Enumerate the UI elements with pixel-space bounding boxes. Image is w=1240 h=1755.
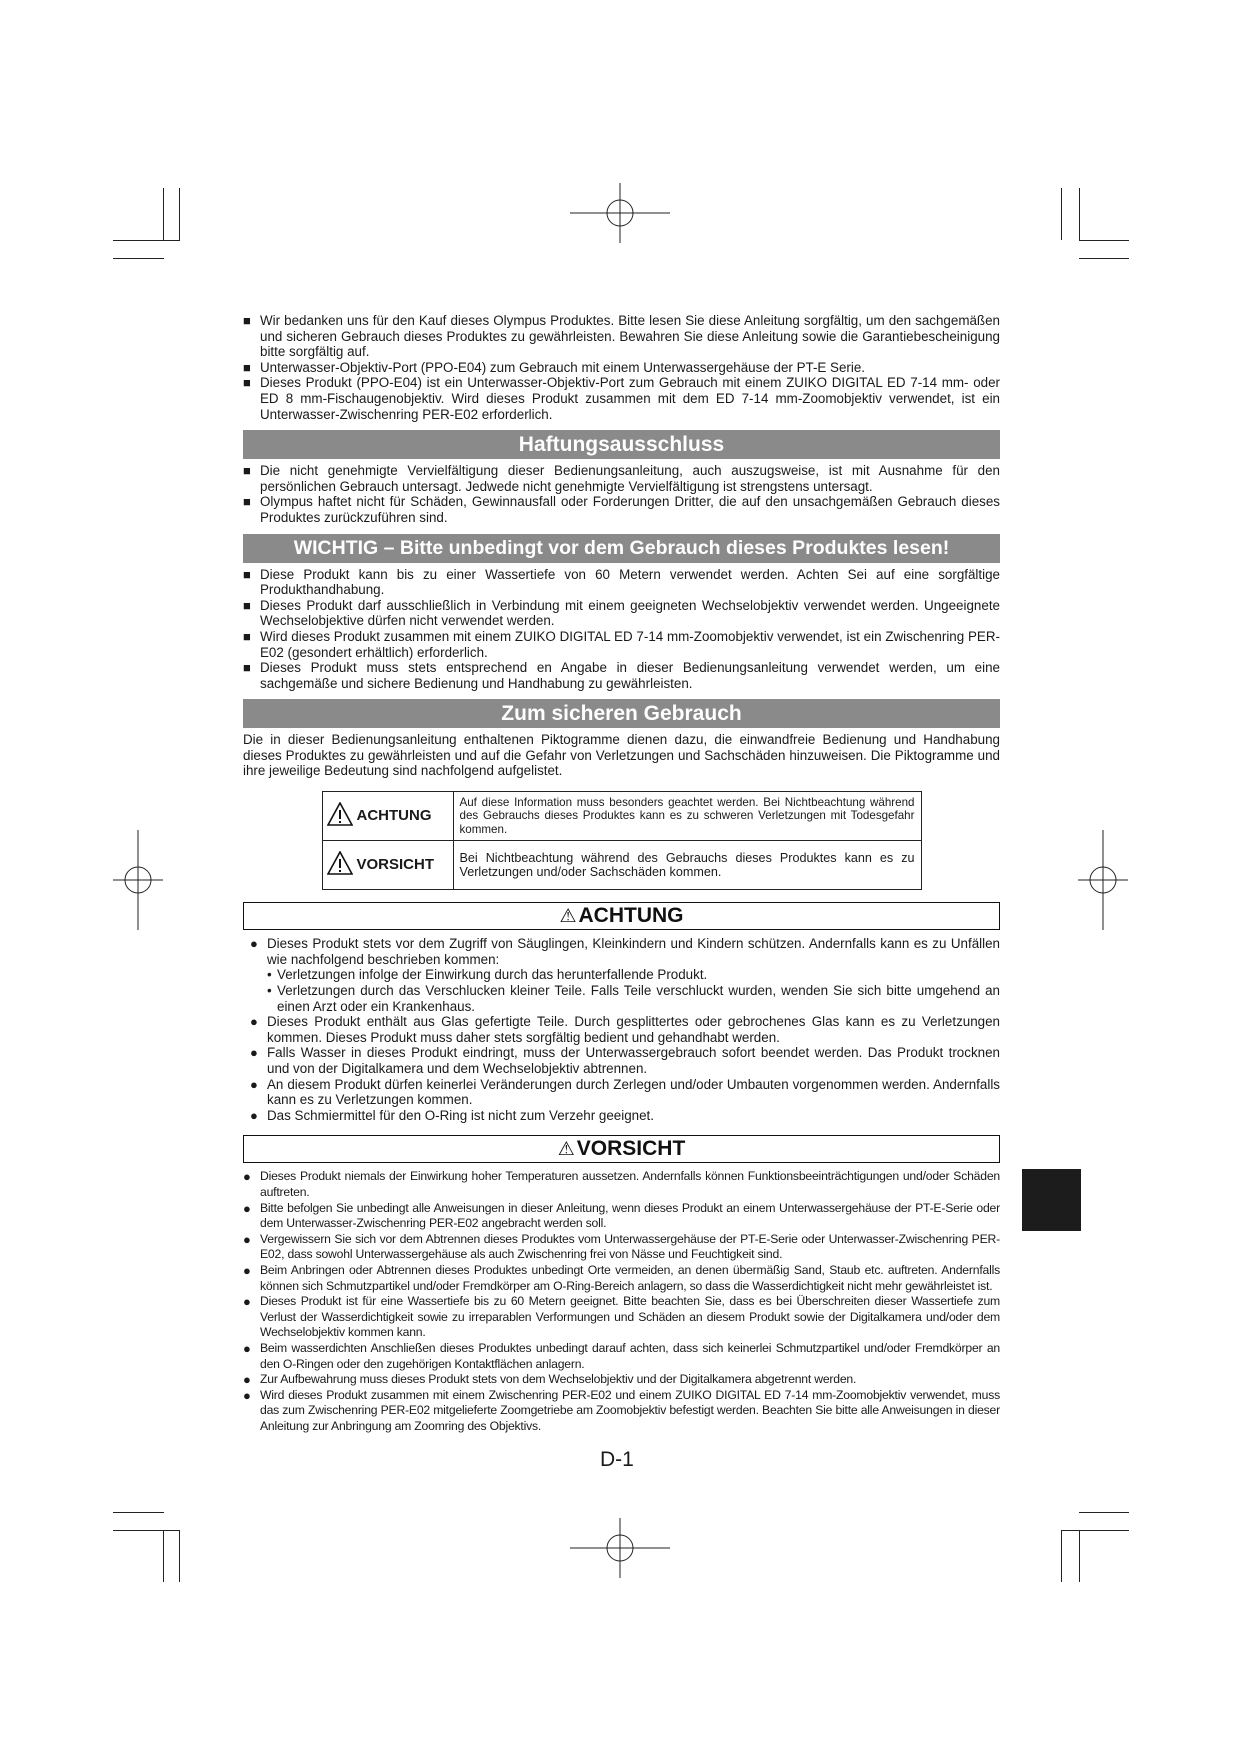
square-bullet-icon bbox=[243, 464, 251, 478]
square-bullet-icon bbox=[243, 568, 251, 582]
pictogram-label-cell: VORSICHT bbox=[322, 841, 453, 890]
list-item: ● Dieses Produkt enthält aus Glas gefertigte Teile. Durch gesplittertes oder gebrochenes Glas kann es zu Verletzungen kommen. Dieses Produkt muss daher stets sorgfältig bedient und gehandhabt werden. bbox=[250, 1014, 1000, 1045]
warning-triangle-icon bbox=[327, 851, 353, 879]
section-heading-sicher: Zum sicheren Gebrauch bbox=[243, 699, 1000, 728]
list-item: ● Wird dieses Produkt zusammen mit einem Zwischenring PER-E02 und einem ZUIKO DIGITAL ED 7-14 mm-Zoomobjektiv verwendet, muss das zum Zwischenring PER-E02 mitgelieferte Zoomgetriebe am Zoomobjektiv befestigt werden. Beachten Sie bitte alle Anweisungen in dieser Anleitung zur Anbringung am Zoomring des Objektivs. bbox=[243, 1388, 1000, 1435]
square-bullet-icon bbox=[243, 495, 251, 509]
sub-list-item: • Verletzungen durch das Verschlucken kleiner Teile. Falls Teile verschluckt wurden, wenden Sie sich bitte umgehend an einen Arzt oder ein Krankenhaus. bbox=[267, 983, 1000, 1014]
list-item: ■ Wir bedanken uns für den Kauf dieses Olympus Produktes. Bitte lesen Sie diese Anleitung sorgfältig, um den sachgemäßen und sicheren Gebrauch dieses Produktes zu gewährleisten. Bewahren Sie diese Anleitung sowie die Garantiebescheinigung bitte sorgfältig auf. bbox=[243, 313, 1000, 360]
vorsicht-list bbox=[243, 1169, 1000, 1434]
list-item: ● Falls Wasser in dieses Produkt eindringt, muss der Unterwassergebrauch sofort beendet werden. Das Produkt trocknen und von der Digitalkamera und dem Wechselobjektiv abtrennen. bbox=[250, 1045, 1000, 1076]
page-number: D-1 bbox=[600, 1448, 634, 1471]
section-heading-haftung: Haftungsausschluss bbox=[243, 430, 1000, 459]
round-bullet-icon bbox=[243, 1295, 251, 1309]
table-row bbox=[322, 792, 921, 841]
round-bullet-icon bbox=[243, 1264, 251, 1278]
registration-mark-bottom bbox=[570, 1518, 670, 1578]
list-item: ■ Dieses Produkt darf ausschließlich in Verbindung mit einem geeigneten Wechselobjektiv verwendet werden. Ungeeignete Wechselobjektive dürfen nicht verwendet werden. bbox=[243, 598, 1000, 629]
list-item: ■ Olympus haftet nicht für Schäden, Gewinnausfall oder Forderungen Dritter, die auf den unsachgemäßen Gebrauch dieses Produktes zurückzuführen sind. bbox=[243, 494, 1000, 525]
pictogram-description-cell: Bei Nichtbeachtung während des Gebrauchs dieses Produktes kann es zu Verletzungen und/oder Sachschäden kommen. bbox=[453, 841, 921, 890]
list-item: ■ Die nicht genehmigte Vervielfältigung dieser Bedienungsanleitung, auch auszugsweise, ist mit Ausnahme für den persönlichen Gebrauch untersagt. Jedwede nicht genehmigte Vervielfältigung ist strengstens untersagt. bbox=[243, 463, 1000, 494]
round-bullet-icon bbox=[243, 1233, 251, 1247]
registration-mark-top bbox=[570, 183, 670, 243]
list-item: ● An diesem Produkt dürfen keinerlei Veränderungen durch Zerlegen und/oder Umbauten vorgenommen werden. Andernfalls kann es zu Verletzungen kommen. bbox=[250, 1077, 1000, 1108]
warning-triangle-icon: ⚠ bbox=[559, 906, 577, 928]
table-row bbox=[322, 841, 921, 890]
chapter-tab bbox=[1022, 1169, 1081, 1231]
registration-mark-left bbox=[113, 830, 163, 930]
sicher-paragraph: Die in dieser Bedienungsanleitung enthaltenen Piktogramme dienen dazu, die einwandfreie Bedienung und Handhabung dieses Produktes zu gewährleisten und auf die Gefahr von Verletzungen und Sachschäden hinzuweisen. Die Piktogramme und ihre jeweilige Bedeutung sind nachfolgend aufgelistet. bbox=[243, 732, 1000, 779]
achtung-list bbox=[243, 936, 1000, 1123]
square-bullet-icon bbox=[243, 376, 251, 390]
intro-list bbox=[243, 313, 1000, 422]
square-bullet-icon bbox=[243, 361, 251, 375]
registration-mark-right bbox=[1078, 830, 1128, 930]
section-heading-achtung: ⚠ACHTUNG bbox=[243, 902, 1000, 930]
round-bullet-icon bbox=[243, 1342, 251, 1356]
list-item: ■ Unterwasser-Objektiv-Port (PPO-E04) zum Gebrauch mit einem Unterwassergehäuse der PT-E Serie. bbox=[243, 360, 1000, 376]
pictogram-label-cell: ACHTUNG bbox=[322, 792, 453, 841]
list-item: ● Dieses Produkt niemals der Einwirkung hoher Temperaturen aussetzen. Andernfalls können Funktionsbeeinträchtigungen und/oder Schäden auftreten. bbox=[243, 1169, 1000, 1200]
list-item: ● Bitte befolgen Sie unbedingt alle Anweisungen in dieser Anleitung, wenn dieses Produkt an einem Unterwassergehäuse der PT-E-Serie oder dem Unterwasser-Zwischenring PER-E02 angebracht werden soll. bbox=[243, 1201, 1000, 1232]
square-bullet-icon bbox=[243, 630, 251, 644]
warning-triangle-icon bbox=[327, 802, 353, 830]
list-item: ● Das Schmiermittel für den O-Ring ist nicht zum Verzehr geeignet. bbox=[250, 1108, 1000, 1124]
pictogram-description-cell: Auf diese Information muss besonders geachtet werden. Bei Nichtbeachtung während des Gebrauchs dieses Produktes kann es zu schweren Verletzungen mit Todesgefahr kommen. bbox=[453, 792, 921, 841]
square-bullet-icon bbox=[243, 314, 251, 328]
round-bullet-icon bbox=[243, 1202, 251, 1216]
list-item: ● Zur Aufbewahrung muss dieses Produkt stets von dem Wechselobjektiv und der Digitalkamera abgetrennt werden. bbox=[243, 1372, 1000, 1388]
haftung-list bbox=[243, 463, 1000, 525]
round-bullet-icon bbox=[243, 1170, 251, 1184]
section-heading-vorsicht: ⚠VORSICHT bbox=[243, 1135, 1000, 1163]
list-item: ● Vergewissern Sie sich vor dem Abtrennen dieses Produktes vom Unterwassergehäuse der PT-E-Serie oder Unterwasser-Zwischenring PER-E02, dass sowohl Unterwassergehäuse als auch Zwischenring frei von Nässe und Feuchtigkeit sind. bbox=[243, 1232, 1000, 1263]
sub-list-item: • Verletzungen infolge der Einwirkung durch das herunterfallende Produkt. bbox=[267, 967, 708, 983]
round-bullet-icon bbox=[250, 1015, 258, 1029]
list-item: ● Beim wasserdichten Anschließen dieses Produktes unbedingt darauf achten, dass sich keinerlei Schmutzpartikel und/oder Fremdkörper an den O-Ringen oder den zugehörigen Kontaktflächen anlagern. bbox=[243, 1341, 1000, 1372]
square-bullet-icon bbox=[243, 661, 251, 675]
square-bullet-icon bbox=[243, 599, 251, 613]
page-content bbox=[243, 313, 1000, 1435]
warning-triangle-icon: ⚠ bbox=[557, 1139, 575, 1161]
list-item: ■ Wird dieses Produkt zusammen mit einem ZUIKO DIGITAL ED 7-14 mm-Zoomobjektiv verwendet, ist ein Zwischenring PER-E02 (gesondert erhältlich) erforderlich. bbox=[243, 629, 1000, 660]
round-bullet-icon bbox=[250, 1109, 258, 1123]
list-item: ■ Dieses Produkt (PPO-E04) ist ein Unterwasser-Objektiv-Port zum Gebrauch mit einem ZUIKO DIGITAL ED 7-14 mm- oder ED 8 mm-Fischaugenobjektiv. Wird dieses Produkt zusammen mit dem ED 7-14 mm-Zoomobjektiv verwendet, ist ein Unterwasser-Zwischenring PER-E02 erforderlich. bbox=[243, 375, 1000, 422]
wichtig-list bbox=[243, 567, 1000, 692]
list-item: ■ Dieses Produkt muss stets entsprechend en Angabe in dieser Bedienungsanleitung verwendet werden, um eine sachgemäße und sichere Bedienung und Handhabung zu gewährleisten. bbox=[243, 660, 1000, 691]
round-bullet-icon bbox=[243, 1373, 251, 1387]
round-bullet-icon bbox=[250, 1046, 258, 1060]
list-item: ● Dieses Produkt stets vor dem Zugriff von Säuglingen, Kleinkindern und Kindern schützen. Andernfalls kann es zu Unfällen wie nachfolgend beschrieben kommen: • Verletzungen infolge der Einwirkung durch das herunterfallende Produkt. • Verletzungen durch das Verschlucken kleiner Teile. Falls Teile verschluckt wurden, wenden Sie sich bitte umgehend an einen Arzt oder ein Krankenhaus. bbox=[250, 936, 1000, 1014]
round-bullet-icon bbox=[250, 1078, 258, 1092]
list-item: ■ Diese Produkt kann bis zu einer Wassertiefe von 60 Metern verwendet werden. Achten Sei auf eine sorgfältige Produkthandhabung. bbox=[243, 567, 1000, 598]
section-heading-wichtig: WICHTIG – Bitte unbedingt vor dem Gebrauch dieses Produktes lesen! bbox=[243, 534, 1000, 563]
round-bullet-icon bbox=[243, 1389, 251, 1403]
list-item: ● Dieses Produkt ist für eine Wassertiefe bis zu 60 Metern geeignet. Bitte beachten Sie, dass es bei Überschreiten dieser Wassertiefe zum Verlust der Wasserdichtigkeit sowie zu irreparablen Verformungen und Schäden an diesem Produkt sowie der Digitalkamera und/oder dem Wechselobjektiv kommen kann. bbox=[243, 1294, 1000, 1341]
list-item: ● Beim Anbringen oder Abtrennen dieses Produktes unbedingt Orte vermeiden, an denen übermäßig Sand, Staub etc. auftreten. Andernfalls können sich Schmutzpartikel und/oder Fremdkörper am O-Ring-Bereich anlagern, so dass die Wasserdichtigkeit nicht mehr gewährleistet ist. bbox=[243, 1263, 1000, 1294]
pictogram-table bbox=[322, 791, 922, 890]
round-bullet-icon bbox=[250, 937, 258, 951]
